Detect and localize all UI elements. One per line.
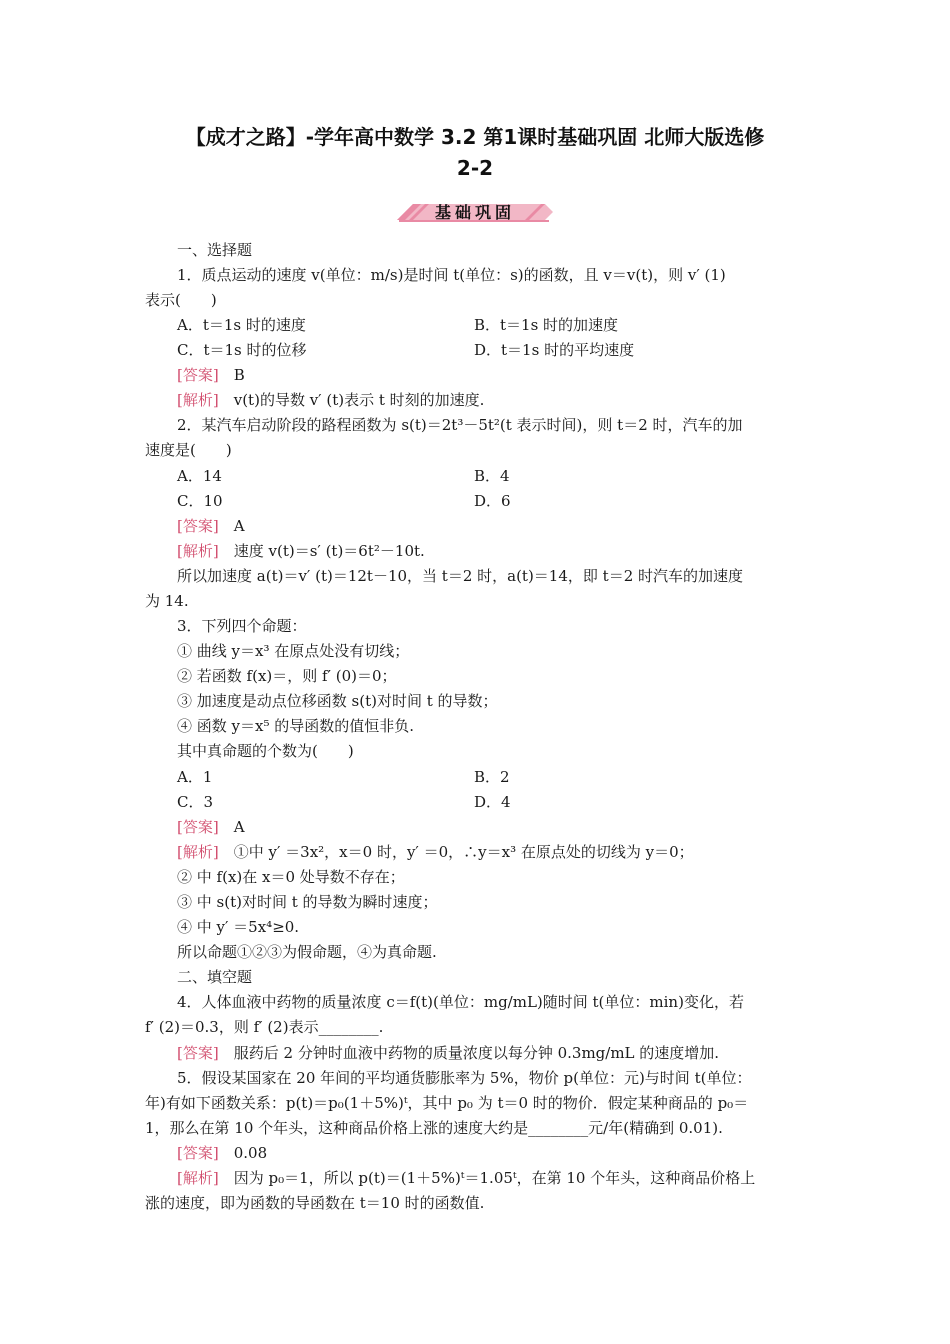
answer-tag: [答案]: [177, 818, 219, 836]
q3-analysis-line-2: ② 中 f(x)在 x＝0 处导数不存在；: [177, 868, 405, 886]
q1-option-b: B．t＝1s 时的加速度: [474, 316, 619, 334]
answer-tag: [答案]: [177, 366, 219, 384]
section-heading-fill: 二、填空题: [177, 968, 253, 986]
q3-line-1: 3．下列四个命题：: [177, 617, 307, 635]
q1-option-d: D．t＝1s 时的平均速度: [474, 341, 635, 359]
title-line-2: 2-2: [456, 156, 494, 180]
q3-answer: [177, 817, 245, 837]
analysis-text: v(t)的导数 v′ (t)表示 t 时刻的加速度.: [233, 391, 485, 409]
answer-text: 服药后 2 分钟时血液中药物的质量浓度以每分钟 0.3mg/mL 的速度增加.: [233, 1044, 720, 1062]
q3-conclusion: 所以命题①②③为假命题，④为真命题.: [177, 943, 437, 961]
q1-option-c: C．t＝1s 时的位移: [177, 341, 307, 359]
answer-tag: [答案]: [177, 1044, 219, 1062]
analysis-tag: [解析]: [177, 843, 219, 861]
q2-option-c: C．10: [177, 492, 223, 510]
q5-line-2: 年)有如下函数关系：p(t)＝p₀(1＋5%)ᵗ，其中 p₀ 为 t＝0 时的物价．假定某种商品的 p₀＝: [145, 1094, 749, 1112]
title-line-1: 【成才之路】-学年高中数学 3.2 第1课时基础巩固 北师大版选修: [185, 125, 765, 149]
answer-text: A: [233, 818, 245, 836]
answer-text: A: [233, 517, 245, 535]
q5-analysis-line-2: 涨的速度，即为函数的导函数在 t＝10 时的函数值.: [145, 1194, 485, 1212]
q2-option-a: A．14: [177, 467, 222, 485]
answer-text: B: [233, 366, 245, 384]
analysis-tag: [解析]: [177, 542, 219, 560]
analysis-text: 因为 p₀＝1，所以 p(t)＝(1＋5%)ᵗ＝1.05ᵗ，在第 10 个年头，这种商品价格上: [233, 1169, 756, 1187]
q3-statement-2: ② 若函数 f(x)＝，则 f′ (0)＝0；: [177, 667, 397, 685]
analysis-tag: [解析]: [177, 1169, 219, 1187]
q1-line-1: 1．质点运动的速度 v(单位：m/s)是时间 t(单位：s)的函数，且 v＝v(t)，则 v′ (1): [177, 266, 726, 284]
q2-analysis-line-2: 所以加速度 a(t)＝v′ (t)＝12t－10，当 t＝2 时，a(t)＝14，即 t＝2 时汽车的加速度: [177, 567, 744, 585]
banner-title: 基础巩固: [434, 203, 515, 222]
answer-text: 0.08: [233, 1144, 268, 1162]
section-heading-choice: 一、选择题: [177, 241, 253, 259]
q5-line-1: 5．假设某国家在 20 年间的平均通货膨胀率为 5%，物价 p(单位：元)与时间 t(单位：: [177, 1069, 752, 1087]
q3-analysis-line-4: ④ 中 y′ ＝5x⁴≥0.: [177, 918, 300, 936]
q3-statement-4: ④ 函数 y＝x⁵ 的导函数的值恒非负.: [177, 717, 415, 735]
q3-option-b: B．2: [474, 768, 510, 786]
q3-option-d: D．4: [474, 793, 511, 811]
section-banner: [395, 198, 555, 226]
q4-line-1: 4．人体血液中药物的质量浓度 c＝f(t)(单位：mg/mL)随时间 t(单位：min)变化，若: [177, 993, 744, 1011]
q1-answer: [177, 365, 245, 385]
q5-answer: [177, 1143, 267, 1163]
q3-analysis-line-3: ③ 中 s(t)对时间 t 的导数为瞬时速度；: [177, 893, 438, 911]
q1-analysis: [177, 390, 484, 410]
q2-option-d: D．6: [474, 492, 511, 510]
q3-option-a: A．1: [177, 768, 213, 786]
q3-question: 其中真命题的个数为( ): [177, 742, 354, 760]
q2-analysis-line-3: 为 14.: [145, 592, 189, 610]
q5-line-3: 1，那么在第 10 个年头，这种商品价格上涨的速度大约是________元/年(精确到 0.01).: [145, 1119, 723, 1137]
q2-line-2: 速度是( ): [145, 441, 232, 459]
q2-answer: [177, 516, 245, 536]
q1-line-2: 表示( ): [145, 291, 217, 309]
answer-tag: [答案]: [177, 517, 219, 535]
analysis-text: 速度 v(t)＝s′ (t)＝6t²－10t.: [233, 542, 425, 560]
q1-option-a: A．t＝1s 时的速度: [177, 316, 306, 334]
analysis-tag: [解析]: [177, 391, 219, 409]
answer-tag: [答案]: [177, 1144, 219, 1162]
document-title: [120, 122, 830, 184]
q2-analysis: [177, 541, 425, 561]
q3-analysis: [177, 842, 694, 862]
q4-answer: [177, 1043, 719, 1063]
q5-analysis: [177, 1168, 755, 1188]
q3-option-c: C．3: [177, 793, 214, 811]
q3-statement-3: ③ 加速度是动点位移函数 s(t)对时间 t 的导数；: [177, 692, 498, 710]
analysis-text: ①中 y′ ＝3x²，x＝0 时，y′ ＝0，∴y＝x³ 在原点处的切线为 y＝0；: [233, 843, 694, 861]
q3-statement-1: ① 曲线 y＝x³ 在原点处没有切线；: [177, 642, 410, 660]
q2-option-b: B．4: [474, 467, 510, 485]
q4-line-2: f′ (2)＝0.3，则 f′ (2)表示________.: [145, 1018, 384, 1036]
q2-line-1: 2．某汽车启动阶段的路程函数为 s(t)＝2t³－5t²(t 表示时间)，则 t＝2 时，汽车的加: [177, 416, 743, 434]
